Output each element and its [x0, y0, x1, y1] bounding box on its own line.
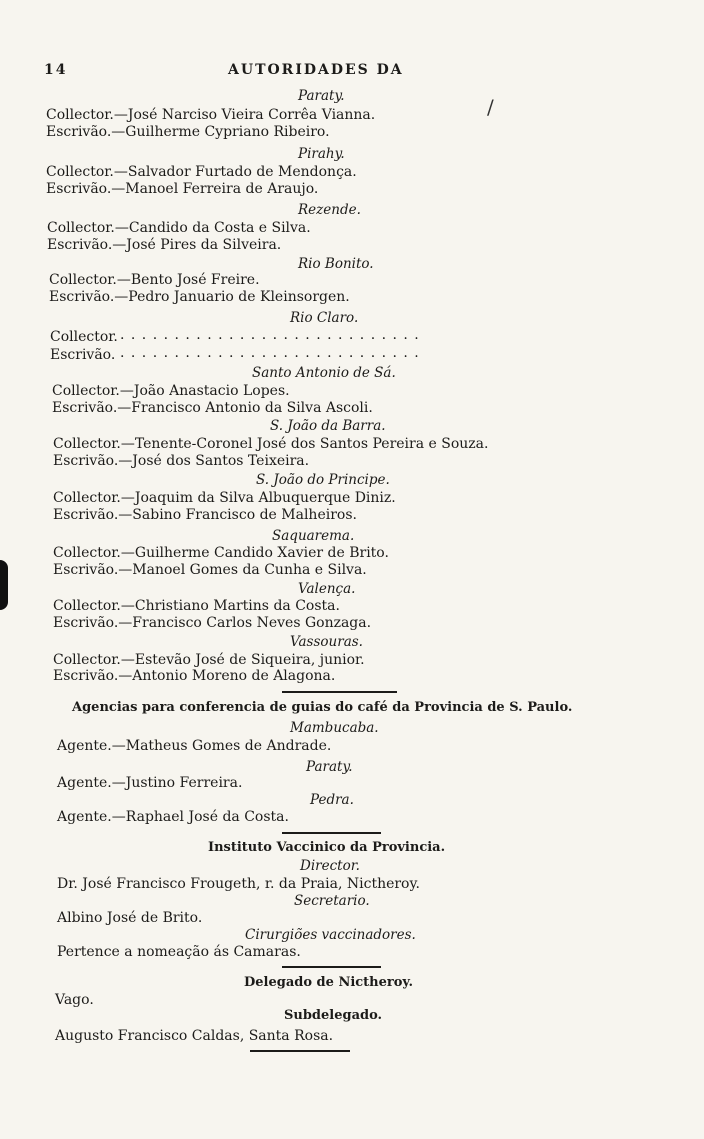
heading-pedra: Pedra. — [310, 792, 354, 808]
heading-saquarema: Saquarema. — [272, 528, 355, 544]
line: Escrivão.—José Pires da Silveira. — [47, 237, 282, 253]
section-subdelegado: Subdelegado. — [284, 1008, 383, 1023]
running-title: AUTORIDADES DA — [228, 62, 404, 78]
line: Collector.—João Anastacio Lopes. — [52, 383, 290, 399]
line: Augusto Francisco Caldas, Santa Rosa. — [55, 1028, 334, 1044]
heading-rio-claro: Rio Claro. — [290, 310, 359, 326]
line: Collector.—Bento José Freire. — [49, 272, 260, 288]
section-rule — [282, 832, 381, 834]
binding-edge — [0, 560, 8, 610]
heading-rezende: Rezende. — [298, 202, 361, 218]
line: Collector.—Joaquim da Silva Albuquerque Diniz. — [53, 490, 396, 506]
line: Vago. — [55, 992, 94, 1008]
line: Escrivão.—Francisco Antonio da Silva Ascoli. — [52, 400, 373, 416]
line: Collector.—Tenente-Coronel José dos Santos Pereira e Souza. — [53, 436, 489, 452]
heading-santo-antonio: Santo Antonio de Sá. — [252, 365, 396, 381]
line: Dr. José Francisco Frougeth, r. da Praia, Nictheroy. — [57, 876, 420, 892]
heading-valenca: Valença. — [298, 581, 356, 597]
page-number: 14 — [44, 62, 68, 78]
line: Collector. — [50, 329, 118, 345]
line: Escrivão.—Antonio Moreno de Alagona. — [53, 668, 336, 684]
heading-director: Director. — [300, 858, 360, 874]
heading-sjoao-barra: S. João da Barra. — [270, 418, 386, 434]
heading-paraty-2: Paraty. — [306, 759, 353, 775]
line: Pertence a nomeação ás Camaras. — [57, 944, 301, 960]
dot-leader: . . . . . . . . . . . . . . . . . . . . . . . . . . . . — [120, 345, 420, 361]
line: Agente.—Matheus Gomes de Andrade. — [57, 738, 332, 754]
heading-sjoao-principe: S. João do Principe. — [256, 472, 390, 488]
line: Collector.—Guilherme Candido Xavier de Brito. — [53, 545, 389, 561]
dot-leader: . . . . . . . . . . . . . . . . . . . . . . . . . . . . — [120, 327, 420, 343]
heading-paraty: Paraty. — [298, 88, 345, 104]
heading-rio-bonito: Rio Bonito. — [298, 256, 374, 272]
line: Collector.—José Narciso Vieira Corrêa Vianna. — [46, 107, 376, 123]
line: Escrivão.—Manoel Gomes da Cunha e Silva. — [53, 562, 367, 578]
heading-mambucaba: Mambucaba. — [290, 720, 379, 736]
line: Escrivão.—José dos Santos Teixeira. — [53, 453, 310, 469]
line: Collector.—Salvador Furtado de Mendonça. — [46, 164, 357, 180]
line: Escrivão.—Guilherme Cypriano Ribeiro. — [46, 124, 330, 140]
line: Escrivão.—Sabino Francisco de Malheiros. — [53, 507, 357, 523]
section-rule — [282, 966, 381, 968]
heading-secretario: Secretario. — [294, 893, 370, 909]
heading-cirurgioes: Cirurgiões vaccinadores. — [245, 927, 416, 943]
section-instituto: Instituto Vaccinico da Provincia. — [208, 840, 446, 855]
section-rule — [250, 1050, 350, 1052]
heading-pirahy: Pirahy. — [298, 146, 345, 162]
pencil-mark: / — [487, 95, 494, 119]
line: Agente.—Justino Ferreira. — [57, 775, 243, 791]
line: Collector.—Estevão José de Siqueira, junior. — [53, 652, 365, 668]
line: Collector.—Candido da Costa e Silva. — [47, 220, 311, 236]
section-delegado: Delegado de Nictheroy. — [244, 975, 414, 990]
line: Albino José de Brito. — [57, 910, 203, 926]
heading-vassouras: Vassouras. — [290, 634, 363, 650]
line: Escrivão.—Francisco Carlos Neves Gonzaga. — [53, 615, 372, 631]
line: Escrivão.—Pedro Januario de Kleinsorgen. — [49, 289, 350, 305]
line: Agente.—Raphael José da Costa. — [57, 809, 289, 825]
line: Collector.—Christiano Martins da Costa. — [53, 598, 340, 614]
line: Escrivão. — [50, 347, 116, 363]
section-rule — [282, 691, 397, 693]
section-agencias: Agencias para conferencia de guias do café da Provincia de S. Paulo. — [72, 700, 573, 715]
line: Escrivão.—Manoel Ferreira de Araujo. — [46, 181, 319, 197]
